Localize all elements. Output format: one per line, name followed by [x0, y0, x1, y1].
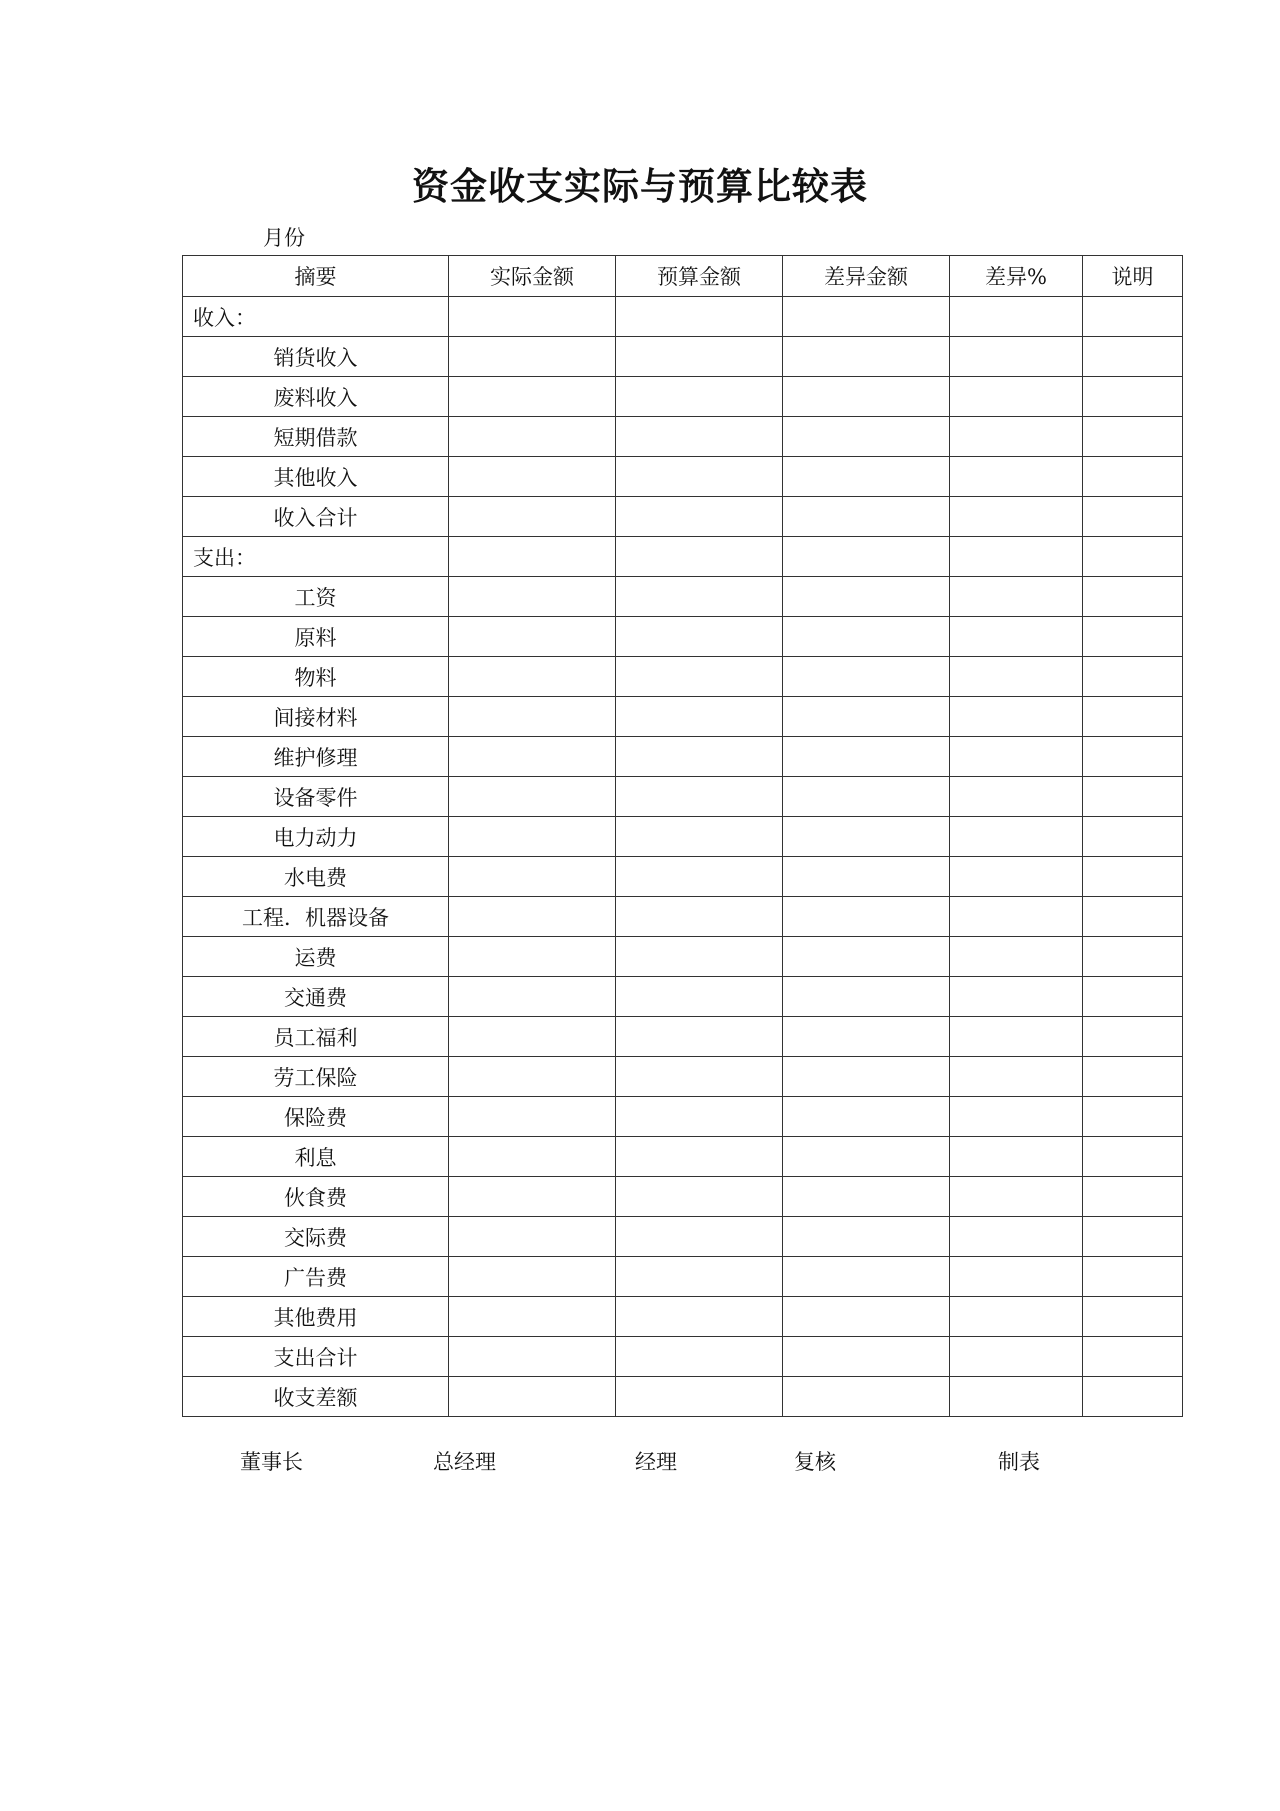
actual-amount-cell[interactable] [449, 1057, 616, 1097]
notes-cell[interactable] [1083, 697, 1183, 737]
reviewer-label: 复核 [794, 1450, 836, 1474]
actual-amount-cell[interactable] [449, 697, 616, 737]
table-row [183, 1257, 1183, 1297]
variance-percent-cell[interactable] [950, 1017, 1083, 1057]
variance-percent-cell[interactable] [950, 1177, 1083, 1217]
variance-percent-cell[interactable] [950, 1097, 1083, 1137]
actual-amount-cell[interactable] [449, 1137, 616, 1177]
variance-amount-cell[interactable] [783, 897, 950, 937]
notes-cell[interactable] [1083, 337, 1183, 377]
variance-amount-cell[interactable] [783, 1217, 950, 1257]
notes-cell[interactable] [1083, 617, 1183, 657]
budget-amount-cell[interactable] [616, 657, 783, 697]
notes-cell[interactable] [1083, 1057, 1183, 1097]
actual-amount-cell[interactable] [449, 617, 616, 657]
row-label: 水电费 [183, 857, 449, 897]
column-header-actual-amount: 实际金额 [449, 256, 616, 297]
row-label: 员工福利 [183, 1017, 449, 1057]
table-row [183, 897, 1183, 937]
budget-amount-cell[interactable] [616, 1177, 783, 1217]
variance-amount-cell[interactable] [783, 337, 950, 377]
budget-amount-cell[interactable] [616, 1097, 783, 1137]
notes-cell[interactable] [1083, 497, 1183, 537]
notes-cell[interactable] [1083, 417, 1183, 457]
notes-cell[interactable] [1083, 977, 1183, 1017]
budget-amount-cell[interactable] [616, 777, 783, 817]
column-header-summary: 摘要 [183, 256, 449, 297]
actual-amount-cell[interactable] [449, 977, 616, 1017]
actual-amount-cell[interactable] [449, 937, 616, 977]
actual-amount-cell[interactable] [449, 857, 616, 897]
row-label: 原料 [183, 617, 449, 657]
variance-percent-cell[interactable] [950, 1217, 1083, 1257]
budget-amount-cell[interactable] [616, 457, 783, 497]
row-label: 保险费 [183, 1097, 449, 1137]
row-label: 广告费 [183, 1257, 449, 1297]
table-row [183, 457, 1183, 497]
budget-amount-cell[interactable] [616, 937, 783, 977]
variance-percent-cell[interactable] [950, 377, 1083, 417]
actual-amount-cell[interactable] [449, 897, 616, 937]
variance-percent-cell[interactable] [950, 1257, 1083, 1297]
variance-percent-cell[interactable] [950, 657, 1083, 697]
row-label: 维护修理 [183, 737, 449, 777]
column-header-notes: 说明 [1083, 256, 1183, 297]
actual-amount-cell[interactable] [449, 737, 616, 777]
variance-percent-cell[interactable] [950, 297, 1083, 337]
variance-percent-cell[interactable] [950, 697, 1083, 737]
variance-percent-cell[interactable] [950, 977, 1083, 1017]
actual-amount-cell[interactable] [449, 1337, 616, 1377]
actual-amount-cell[interactable] [449, 377, 616, 417]
table-row [183, 1297, 1183, 1337]
table-row [183, 377, 1183, 417]
manager-label: 经理 [635, 1450, 677, 1474]
column-header-variance-amount: 差异金额 [783, 256, 950, 297]
variance-amount-cell[interactable] [783, 1377, 950, 1417]
notes-cell[interactable] [1083, 937, 1183, 977]
notes-cell[interactable] [1083, 817, 1183, 857]
notes-cell[interactable] [1083, 377, 1183, 417]
variance-percent-cell[interactable] [950, 577, 1083, 617]
row-label: 电力动力 [183, 817, 449, 857]
budget-amount-cell[interactable] [616, 1057, 783, 1097]
variance-amount-cell[interactable] [783, 417, 950, 457]
variance-percent-cell[interactable] [950, 457, 1083, 497]
budget-amount-cell[interactable] [616, 577, 783, 617]
notes-cell[interactable] [1083, 1137, 1183, 1177]
budget-amount-cell[interactable] [616, 697, 783, 737]
actual-amount-cell[interactable] [449, 1377, 616, 1417]
budget-amount-cell[interactable] [616, 1217, 783, 1257]
variance-amount-cell[interactable] [783, 697, 950, 737]
actual-amount-cell[interactable] [449, 297, 616, 337]
section-header-row [183, 297, 1183, 337]
variance-percent-cell[interactable] [950, 1377, 1083, 1417]
table-row [183, 697, 1183, 737]
budget-amount-cell[interactable] [616, 897, 783, 937]
variance-amount-cell[interactable] [783, 617, 950, 657]
variance-amount-cell[interactable] [783, 737, 950, 777]
row-label: 交通费 [183, 977, 449, 1017]
notes-cell[interactable] [1083, 1177, 1183, 1217]
table-row [183, 1177, 1183, 1217]
variance-percent-cell[interactable] [950, 497, 1083, 537]
notes-cell[interactable] [1083, 657, 1183, 697]
variance-percent-cell[interactable] [950, 337, 1083, 377]
variance-percent-cell[interactable] [950, 1137, 1083, 1177]
general-manager-label: 总经理 [433, 1450, 496, 1474]
row-label: 工资 [183, 577, 449, 617]
budget-amount-cell[interactable] [616, 1137, 783, 1177]
table-row [183, 337, 1183, 377]
table-row [183, 1137, 1183, 1177]
actual-amount-cell[interactable] [449, 337, 616, 377]
variance-percent-cell[interactable] [950, 897, 1083, 937]
variance-percent-cell[interactable] [950, 937, 1083, 977]
document-title: 资金收支实际与预算比较表 [412, 165, 868, 208]
table-row [183, 777, 1183, 817]
variance-percent-cell[interactable] [950, 1297, 1083, 1337]
variance-amount-cell[interactable] [783, 777, 950, 817]
table-header-row [183, 256, 1183, 297]
preparer-label: 制表 [998, 1450, 1040, 1474]
column-header-budget-amount: 预算金额 [616, 256, 783, 297]
variance-amount-cell[interactable] [783, 657, 950, 697]
table-row [183, 977, 1183, 1017]
table-row [183, 577, 1183, 617]
table-row [183, 1057, 1183, 1097]
variance-amount-cell[interactable] [783, 1297, 950, 1337]
table-row [183, 937, 1183, 977]
budget-amount-cell[interactable] [616, 977, 783, 1017]
table-row [183, 617, 1183, 657]
row-label: 间接材料 [183, 697, 449, 737]
row-label: 收入合计 [183, 497, 449, 537]
actual-amount-cell[interactable] [449, 1257, 616, 1297]
row-label: 其他费用 [183, 1297, 449, 1337]
variance-amount-cell[interactable] [783, 857, 950, 897]
variance-amount-cell[interactable] [783, 1097, 950, 1137]
notes-cell[interactable] [1083, 737, 1183, 777]
variance-amount-cell[interactable] [783, 937, 950, 977]
actual-amount-cell[interactable] [449, 1297, 616, 1337]
budget-amount-cell[interactable] [616, 1297, 783, 1337]
variance-percent-cell[interactable] [950, 1337, 1083, 1377]
actual-amount-cell[interactable] [449, 1177, 616, 1217]
variance-percent-cell[interactable] [950, 417, 1083, 457]
column-header-variance-percent: 差异% [950, 256, 1083, 297]
variance-percent-cell[interactable] [950, 617, 1083, 657]
table-row [183, 417, 1183, 457]
row-label: 伙食费 [183, 1177, 449, 1217]
table-row [183, 857, 1183, 897]
row-label: 废料收入 [183, 377, 449, 417]
variance-percent-cell[interactable] [950, 537, 1083, 577]
row-label: 收支差额 [183, 1377, 449, 1417]
variance-amount-cell[interactable] [783, 977, 950, 1017]
row-label: 设备零件 [183, 777, 449, 817]
variance-percent-cell[interactable] [950, 737, 1083, 777]
notes-cell[interactable] [1083, 1257, 1183, 1297]
notes-cell[interactable] [1083, 1377, 1183, 1417]
budget-amount-cell[interactable] [616, 377, 783, 417]
notes-cell[interactable] [1083, 1217, 1183, 1257]
section-header-row [183, 537, 1183, 577]
actual-amount-cell[interactable] [449, 457, 616, 497]
table-row [183, 1017, 1183, 1057]
section-label: 收入： [183, 297, 449, 337]
table-row [183, 1377, 1183, 1417]
variance-amount-cell[interactable] [783, 1137, 950, 1177]
variance-amount-cell[interactable] [783, 817, 950, 857]
variance-amount-cell[interactable] [783, 1177, 950, 1217]
row-label: 支出合计 [183, 1337, 449, 1377]
variance-amount-cell[interactable] [783, 537, 950, 577]
budget-amount-cell[interactable] [616, 1257, 783, 1297]
variance-amount-cell[interactable] [783, 457, 950, 497]
actual-amount-cell[interactable] [449, 777, 616, 817]
table-row [183, 1217, 1183, 1257]
actual-amount-cell[interactable] [449, 417, 616, 457]
row-label: 其他收入 [183, 457, 449, 497]
budget-amount-cell[interactable] [616, 617, 783, 657]
budget-amount-cell[interactable] [616, 817, 783, 857]
notes-cell[interactable] [1083, 777, 1183, 817]
row-label: 交际费 [183, 1217, 449, 1257]
notes-cell[interactable] [1083, 897, 1183, 937]
variance-amount-cell[interactable] [783, 297, 950, 337]
row-label: 短期借款 [183, 417, 449, 457]
variance-amount-cell[interactable] [783, 1257, 950, 1297]
month-label: 月份 [263, 226, 305, 250]
actual-amount-cell[interactable] [449, 497, 616, 537]
notes-cell[interactable] [1083, 1297, 1183, 1337]
row-label: 利息 [183, 1137, 449, 1177]
section-label: 支出： [183, 537, 449, 577]
actual-amount-cell[interactable] [449, 817, 616, 857]
variance-amount-cell[interactable] [783, 1017, 950, 1057]
row-label: 销货收入 [183, 337, 449, 377]
budget-amount-cell[interactable] [616, 737, 783, 777]
signature-footer [0, 1446, 1280, 1478]
budget-amount-cell[interactable] [616, 337, 783, 377]
actual-amount-cell[interactable] [449, 537, 616, 577]
table-row [183, 1337, 1183, 1377]
actual-amount-cell[interactable] [449, 577, 616, 617]
budget-amount-cell[interactable] [616, 297, 783, 337]
notes-cell[interactable] [1083, 1097, 1183, 1137]
budget-amount-cell[interactable] [616, 497, 783, 537]
chairman-label: 董事长 [240, 1450, 303, 1474]
table-row [183, 817, 1183, 857]
variance-amount-cell[interactable] [783, 1337, 950, 1377]
table-row [183, 1097, 1183, 1137]
actual-amount-cell[interactable] [449, 1097, 616, 1137]
variance-amount-cell[interactable] [783, 377, 950, 417]
budget-amount-cell[interactable] [616, 417, 783, 457]
notes-cell[interactable] [1083, 857, 1183, 897]
row-label: 运费 [183, 937, 449, 977]
variance-percent-cell[interactable] [950, 857, 1083, 897]
notes-cell[interactable] [1083, 1017, 1183, 1057]
notes-cell[interactable] [1083, 577, 1183, 617]
budget-amount-cell[interactable] [616, 1377, 783, 1417]
variance-percent-cell[interactable] [950, 1057, 1083, 1097]
row-label: 劳工保险 [183, 1057, 449, 1097]
table-row [183, 737, 1183, 777]
budget-amount-cell[interactable] [616, 857, 783, 897]
variance-amount-cell[interactable] [783, 497, 950, 537]
budget-comparison-table [182, 255, 1183, 1417]
variance-percent-cell[interactable] [950, 777, 1083, 817]
actual-amount-cell[interactable] [449, 1017, 616, 1057]
budget-amount-cell[interactable] [616, 1017, 783, 1057]
variance-amount-cell[interactable] [783, 577, 950, 617]
notes-cell[interactable] [1083, 1337, 1183, 1377]
budget-amount-cell[interactable] [616, 1337, 783, 1377]
notes-cell[interactable] [1083, 537, 1183, 577]
notes-cell[interactable] [1083, 297, 1183, 337]
actual-amount-cell[interactable] [449, 657, 616, 697]
table-row [183, 657, 1183, 697]
notes-cell[interactable] [1083, 457, 1183, 497]
budget-amount-cell[interactable] [616, 537, 783, 577]
row-label: 物料 [183, 657, 449, 697]
variance-percent-cell[interactable] [950, 817, 1083, 857]
table-body [183, 297, 1183, 1417]
table-row [183, 497, 1183, 537]
row-label: 工程．机器设备 [183, 897, 449, 937]
actual-amount-cell[interactable] [449, 1217, 616, 1257]
variance-amount-cell[interactable] [783, 1057, 950, 1097]
